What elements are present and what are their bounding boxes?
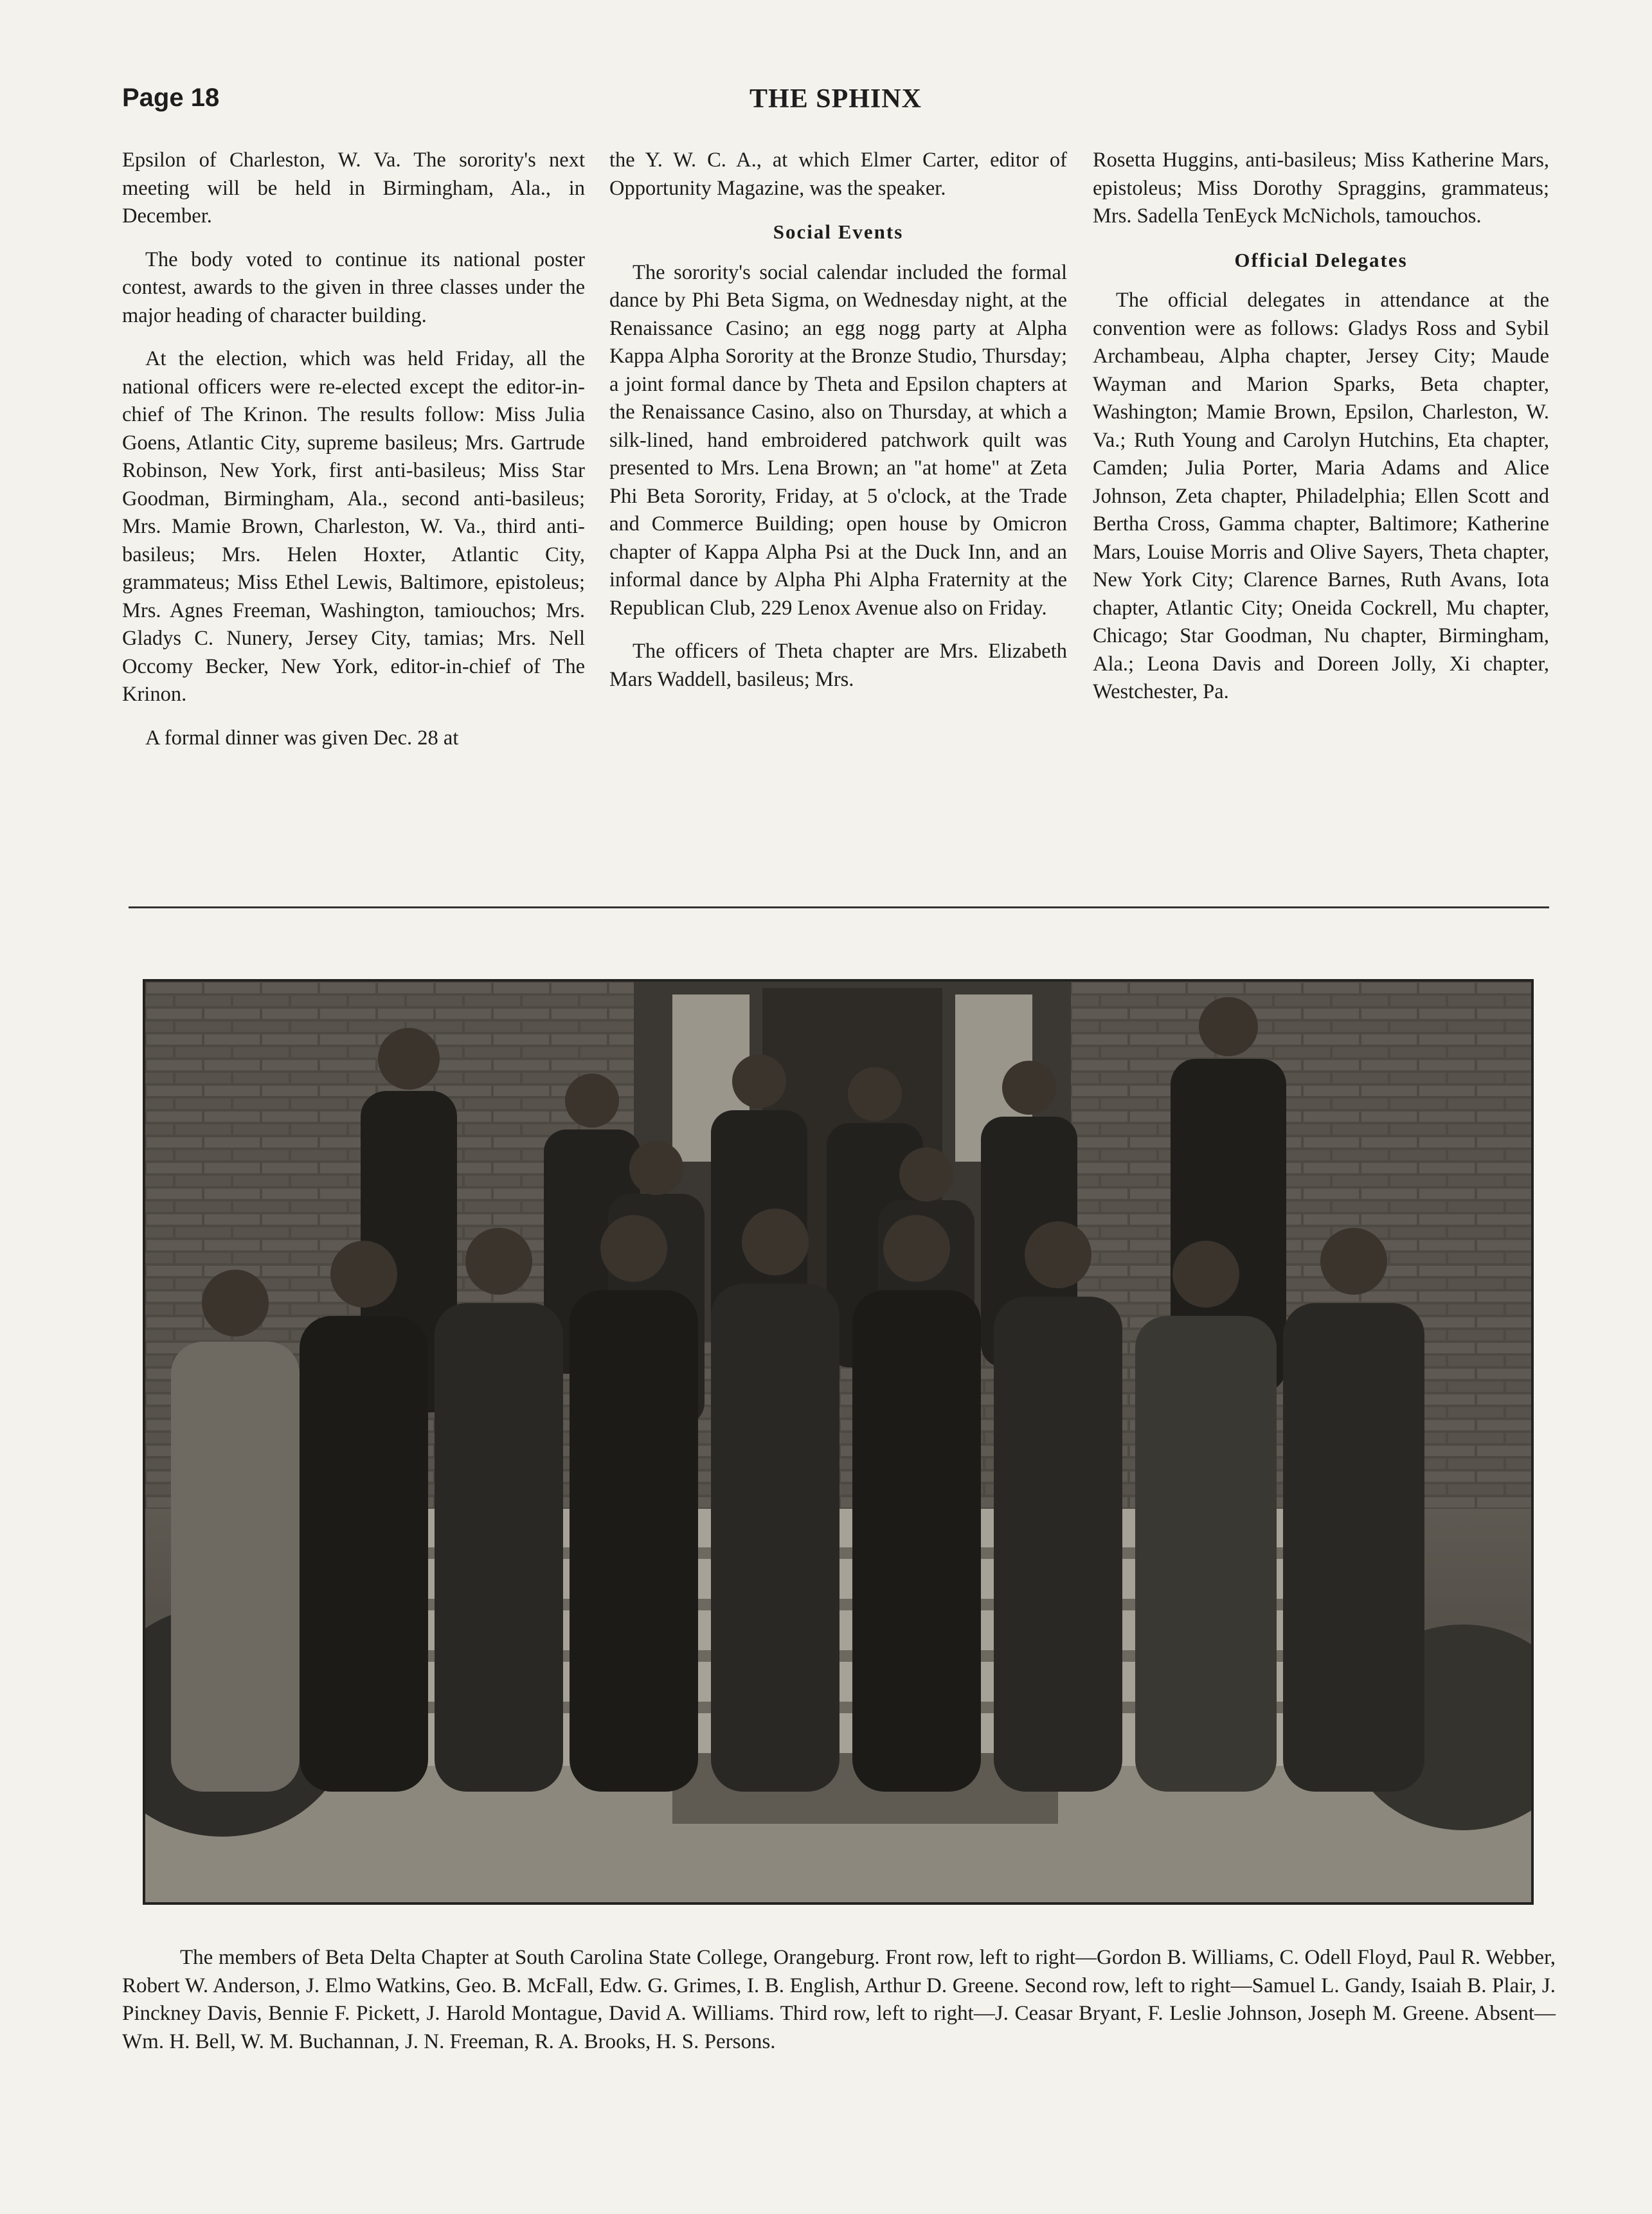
paragraph: A formal dinner was given Dec. 28 at <box>145 726 459 750</box>
horizontal-divider <box>129 906 1549 908</box>
text-column-2 <box>609 147 1067 709</box>
paragraph: Epsilon of Charleston, W. Va. The sorority's next meeting will be held in Birmingham, Ala., in December. <box>122 148 585 228</box>
group-photograph <box>143 979 1534 1905</box>
page-header <box>122 84 1549 122</box>
paragraph: The body voted to continue its national poster contest, awards to the given in three classes under the major heading of character building. <box>122 248 585 327</box>
section-heading: Official Delegates <box>1234 248 1408 271</box>
paragraph: Rosetta Huggins, anti-basileus; Miss Katherine Mars, epistoleus; Miss Dorothy Spraggins, grammateus; Mrs. Sadella TenEyck McNichols, tamouchos. <box>1093 148 1549 228</box>
publication-title: THE SPHINX <box>750 84 922 114</box>
text-column-3 <box>1093 147 1549 722</box>
paragraph: The sorority's social calendar included the formal dance by Phi Beta Sigma, on Wednesday night, at the Renaissance Casino; an egg nogg party at Alpha Kappa Alpha Sorority at the Bronze Studio, Thursday; a joint formal dance by Theta and Epsilon chapters at the Renaissance Casino, also on Thursday, at which a silk-lined, hand embroidered patchwork quilt was presented to Mrs. Lena Brown; an "at home" at Zeta Phi Beta Sorority, Friday, at 5 o'clock, at the Trade and Commerce Building; open house by Omicron chapter of Kappa Alpha Psi at the Duck Inn, and an informal dance by Alpha Phi Alpha Fraternity at the Republican Club, 229 Lenox Avenue also on Friday. <box>609 260 1067 620</box>
paragraph: The officers of Theta chapter are Mrs. Elizabeth Mars Waddell, basileus; Mrs. <box>609 640 1067 691</box>
text-column-1 <box>122 147 585 768</box>
paragraph: the Y. W. C. A., at which Elmer Carter, editor of Opportunity Magazine, was the speaker. <box>609 148 1067 200</box>
section-heading: Social Events <box>773 221 904 243</box>
paragraph: At the election, which was held Friday, all the national officers were re-elected except the editor-in-chief of The Krinon. The results follow: Miss Julia Goens, Atlantic City, supreme basileus; Mrs. Gartrude Robinson, New York, first anti-basileus; Miss Star Goodman, Birmingham, Ala., second anti-basileus; Mrs. Mamie Brown, Charleston, W. Va., third anti-basileus; Mrs. Helen Hoxter, Atlantic City, grammateus; Miss Ethel Lewis, Baltimore, epistoleus; Mrs. Agnes Freeman, Washington, tamiouchos; Mrs. Gladys C. Nunery, Jersey City, tamias; Mrs. Nell Occomy Becker, New York, editor-in-chief of The Krinon. <box>122 347 585 706</box>
photo-illustration <box>145 982 1531 1902</box>
page-number: Page 18 <box>122 84 220 112</box>
photo-caption: The members of Beta Delta Chapter at South Carolina State College, Orangeburg. Front row, left to right—Gordon B. Williams, C. Odell Floyd, Paul R. Webber, Robert W. Anderson, J. Elmo Watkins, Geo. B. McFall, Edw. G. Grimes, I. B. English, Arthur D. Greene. Second row, left to right—Samuel L. Gandy, Isaiah B. Plair, J. Pinckney Davis, Bennie F. Pickett, J. Harold Montague, David A. Williams. Third row, left to right—J. Ceasar Bryant, F. Leslie Johnson, Joseph M. Greene. Absent—Wm. H. Bell, W. M. Buchannan, J. N. Freeman, R. A. Brooks, H. S. Persons. <box>122 1946 1556 2053</box>
paragraph: The official delegates in attendance at the convention were as follows: Gladys Ross and Sybil Archambeau, Alpha chapter, Jersey City; Maude Wayman and Marion Sparks, Beta chapter, Washington; Mamie Brown, Epsilon, Charleston, W. Va.; Ruth Young and Carolyn Hutchins, Eta chapter, Camden; Julia Porter, Maria Adams and Alice Johnson, Zeta chapter, Philadelphia; Ellen Scott and Bertha Cross, Gamma chapter, Baltimore; Katherine Mars, Louise Morris and Olive Sayers, Theta chapter, New York City; Clarence Barnes, Ruth Avans, Iota chapter, Atlantic City; Oneida Cockrell, Mu chapter, Chicago; Star Goodman, Nu chapter, Birmingham, Ala.; Leona Davis and Doreen Jolly, Xi chapter, Westchester, Pa. <box>1093 289 1549 703</box>
